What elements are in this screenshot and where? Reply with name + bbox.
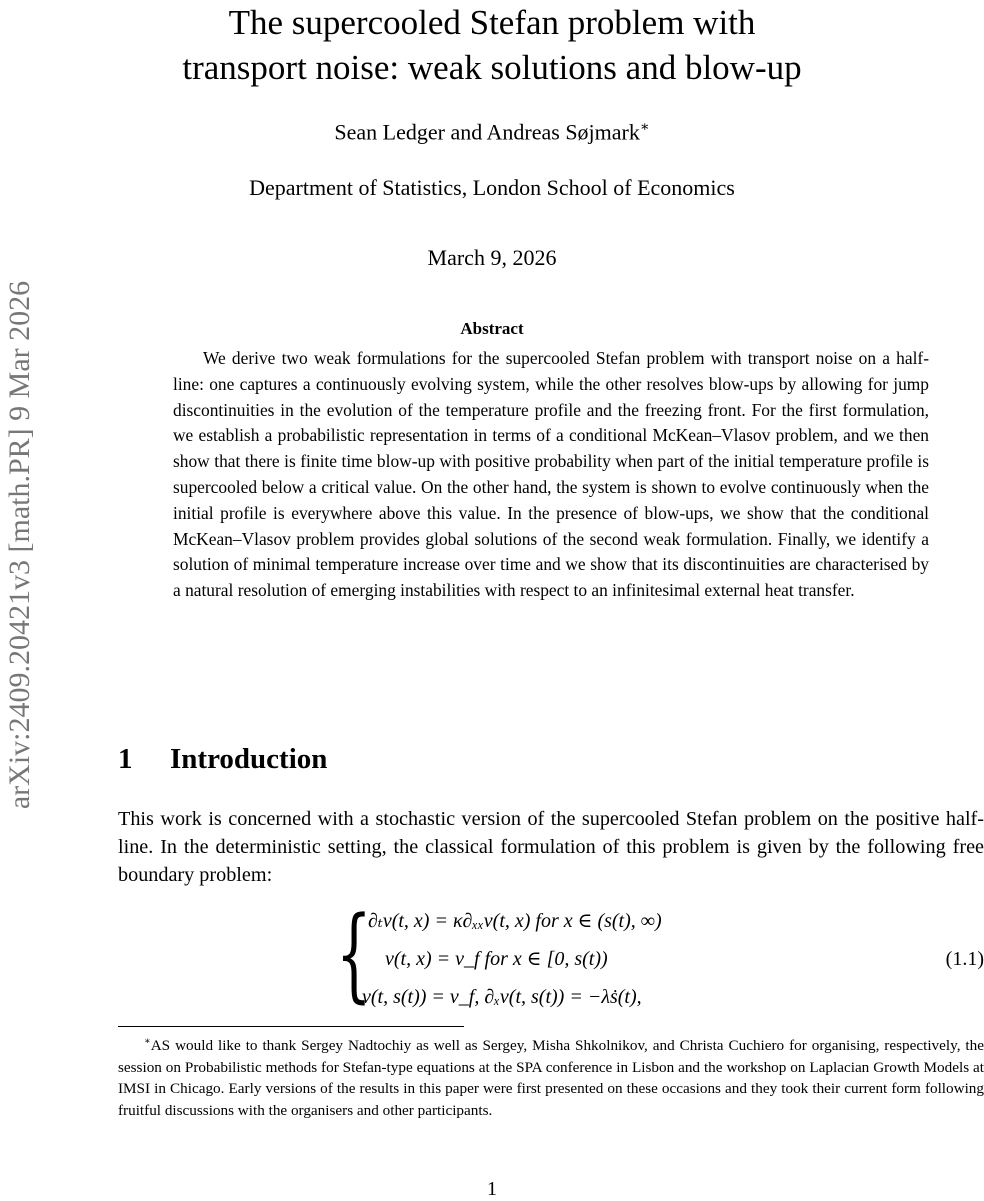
paper-title	[0, 0, 984, 90]
authors	[0, 119, 984, 145]
author-footnote-mark[interactable]: ∗	[639, 119, 650, 135]
abstract-text	[173, 346, 929, 604]
affiliation: Department of Statistics, London School of Economics	[249, 175, 735, 200]
footnote-text: AS would like to thank Sergey Nadtochiy as well as Sergey, Misha Shkolnikov, and Christa Cuchiero for organising, respectively, the session on Probabilistic methods for Stefan-type equations at the SPA conference in Lisbon and the workshop on Laplacian Growth Models at IMSI in Chicago. Early versions of the results in this paper were first presented on these occasions and they took their current form following fruitful discussions with the organisers and other participants.	[118, 1037, 984, 1119]
page-number: 1	[487, 1178, 497, 1200]
abstract-body: We derive two weak formulations for the supercooled Stefan problem with transport noise on a half-line: one captures a continuously evolving system, while the other resolves blow-ups by allowing for jump discontinuities in the evolution of the temperature profile and the freezing front. For the first formulation, we establish a probabilistic representation in terms of a conditional McKean–Vlasov problem, and we then show that there is finite time blow-up with positive probability when part of the initial temperature profile is supercooled below a critical value. On the other hand, the system is shown to evolve continuously when the initial profile is everywhere above this value. In the presence of blow-ups, we show that the conditional McKean–Vlasov problem provides global solutions of the second weak formulation. Finally, we identify a solution of minimal temperature increase over time and we show that its discontinuities are characterised by a natural resolution of emerging instabilities with respect to an infinitesimal external heat transfer.	[173, 348, 929, 601]
footnote-rule	[118, 1026, 464, 1027]
section-title: Introduction	[170, 743, 328, 775]
section-heading	[118, 743, 327, 776]
arxiv-sidebar-stamp: arXiv:2409.20421v3 [math.PR] 9 Mar 2026	[3, 280, 36, 810]
date: March 9, 2026	[427, 245, 557, 270]
equation-number: (1.1)	[945, 948, 984, 970]
equation-line-1: ∂ₜv(t, x) = κ∂ₓₓv(t, x) for x ∈ (s(t), ∞)	[368, 910, 662, 932]
footnote-mark: ∗	[144, 1036, 151, 1047]
equation-brace: {	[336, 895, 372, 1014]
title-line-1: The supercooled Stefan problem with	[228, 3, 756, 42]
title-line-2: transport noise: weak solutions and blow-up	[182, 48, 802, 87]
author-names: Sean Ledger and Andreas Søjmark	[334, 119, 640, 145]
abstract-heading: Abstract	[460, 319, 524, 338]
equation-line-3: v(t, s(t)) = v_f, ∂ₓv(t, s(t)) = −λṡ(t),	[362, 986, 642, 1008]
intro-paragraph: This work is concerned with a stochastic version of the supercooled Stefan problem on the positive half-line. In the deterministic setting, the classical formulation of this problem is given by the following free boundary problem:	[118, 808, 984, 886]
footnote	[118, 1031, 984, 1121]
equation-block	[340, 900, 940, 1018]
equation-line-2: v(t, x) = v_f for x ∈ [0, s(t))	[385, 948, 608, 970]
section-number: 1	[118, 743, 133, 775]
